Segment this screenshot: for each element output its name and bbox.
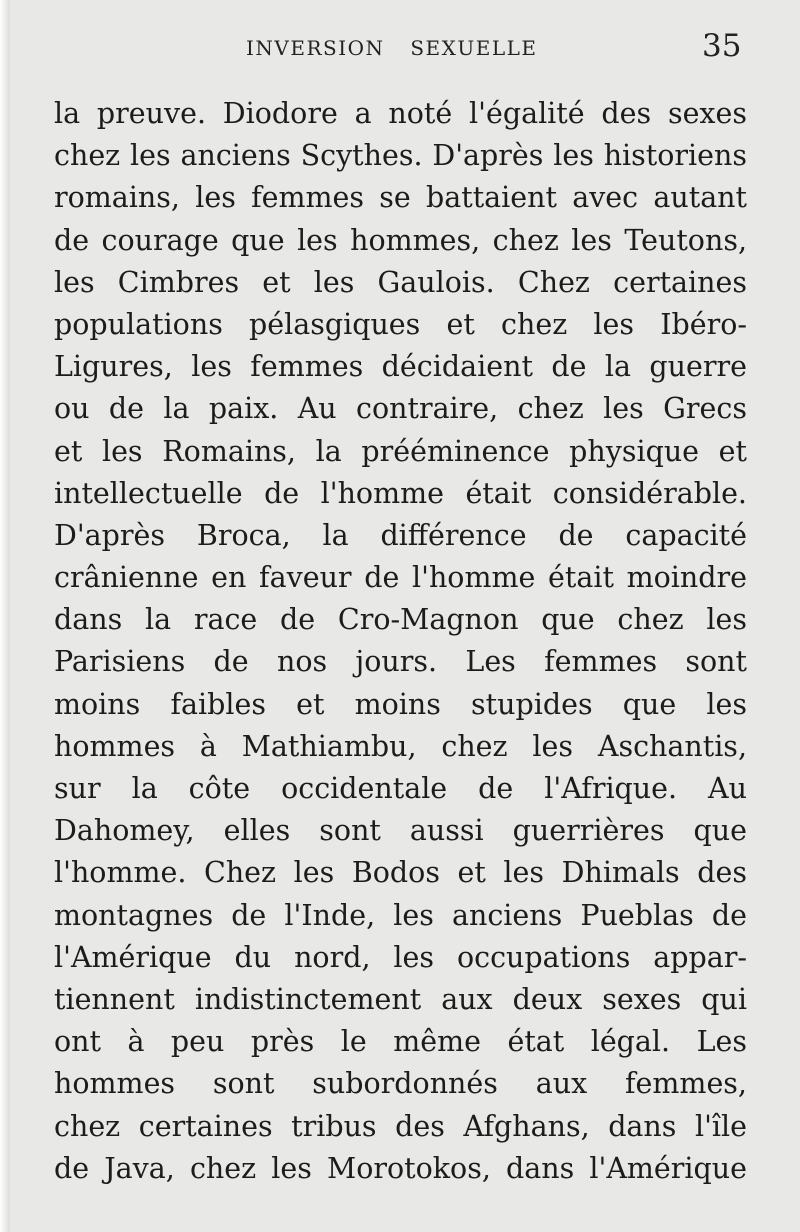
text-line: hommes à Mathiambu, chez les Aschantis, [54, 729, 747, 763]
text-line: de Java, chez les Morotokos, dans l'Amérique [54, 1151, 747, 1185]
text-line: crânienne en faveur de l'homme était moindre [54, 561, 747, 595]
text-line: intellectuelle de l'homme était considérable. [54, 476, 747, 510]
text-line: l'Amérique du nord, les occupations appar- [54, 940, 747, 974]
text-line: dans la race de Cro-Magnon que chez les [54, 603, 747, 637]
text-line: ou de la paix. Au contraire, chez les Grecs [54, 392, 747, 426]
text-line: populations pélasgiques et chez les Ibéro- [54, 307, 747, 341]
text-line: de courage que les hommes, chez les Teutons, [54, 223, 747, 257]
page-header [0, 28, 800, 68]
text-line: les Cimbres et les Gaulois. Chez certaines [54, 265, 747, 299]
text-line: Dahomey, elles sont aussi guerrières que [54, 814, 747, 848]
text-line: tiennent indistinctement aux deux sexes qui [54, 982, 747, 1016]
page-edge [0, 0, 10, 1232]
text-line: ont à peu près le même état légal. Les [54, 1025, 747, 1059]
page-number: 35 [702, 28, 742, 64]
running-title: INVERSION SEXUELLE [246, 36, 538, 60]
text-line: Ligures, les femmes décidaient de la guerre [54, 350, 747, 384]
text-line: hommes sont subordonnés aux femmes, [54, 1067, 747, 1101]
text-line: D'après Broca, la différence de capacité [54, 518, 747, 552]
body-text [54, 93, 747, 1190]
text-line: Parisiens de nos jours. Les femmes sont [54, 645, 747, 679]
text-line: et les Romains, la prééminence physique et [54, 434, 747, 468]
text-line: chez certaines tribus des Afghans, dans l'île [54, 1109, 747, 1143]
text-line: romains, les femmes se battaient avec autant [54, 181, 747, 215]
text-line: moins faibles et moins stupides que les [54, 687, 747, 721]
text-line: sur la côte occidentale de l'Afrique. Au [54, 772, 747, 805]
text-line: la preuve. Diodore a noté l'égalité des sexes [54, 97, 747, 130]
text-line: chez les anciens Scythes. D'après les historiens [54, 139, 747, 173]
text-line: l'homme. Chez les Bodos et les Dhimals des [54, 856, 747, 890]
text-line: montagnes de l'Inde, les anciens Pueblas de [54, 898, 747, 932]
